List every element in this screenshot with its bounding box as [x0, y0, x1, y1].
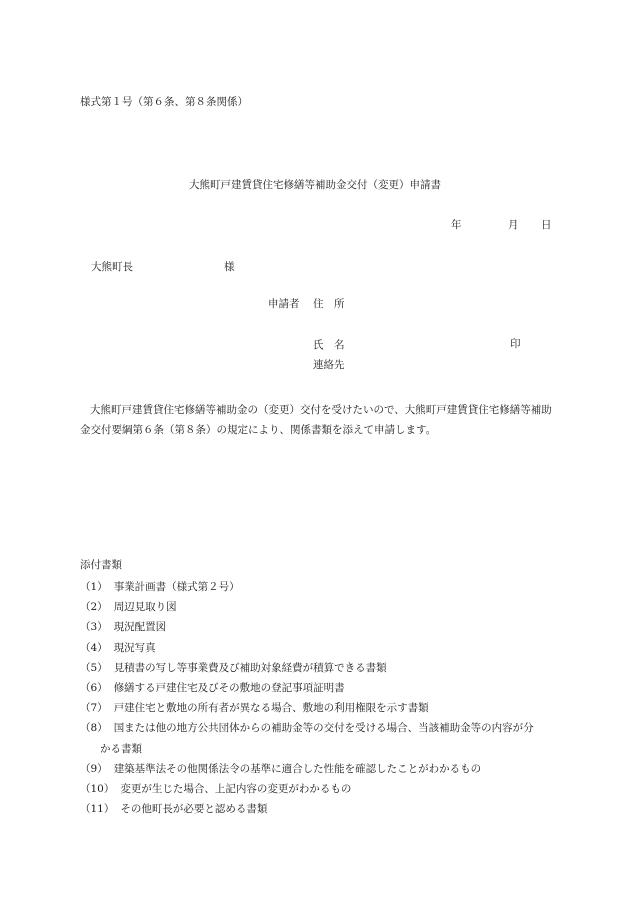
applicant-label: 申請者: [268, 298, 300, 310]
attachment-text: その他町長が必要と認める書類: [120, 803, 268, 816]
attachment-item: [80, 638, 560, 658]
attachment-item: [80, 799, 560, 819]
recipient-name: 大熊町長: [91, 261, 133, 273]
date-day-label: 日: [541, 219, 552, 231]
attachment-item: [80, 759, 560, 779]
attachment-number: （1）: [80, 581, 108, 593]
attachment-item: [80, 678, 560, 698]
attachment-number: （5）: [80, 661, 108, 674]
attachment-text: 事業計画書（様式第２号）: [113, 581, 240, 593]
attachment-number: （10）: [80, 783, 115, 796]
attachment-item: [80, 779, 560, 799]
attachment-number: （2）: [80, 601, 108, 614]
attachment-text: 変更が生じた場合、上記内容の変更がわかるもの: [120, 783, 352, 796]
date-year-label: 年: [451, 219, 462, 231]
attachments-list: [80, 577, 560, 819]
attachment-text: 国または他の地方公共団体からの補助金等の交付を受ける場合、当該補助金等の内容が分: [113, 722, 534, 735]
attachment-number: （7）: [80, 702, 108, 715]
attachment-item: [80, 577, 560, 597]
recipient-honorific: 様: [224, 261, 235, 273]
application-body-text: 大熊町戸建賃貸住宅修繕等補助金の（変更）交付を受けたいので、大熊町戸建賃貸住宅修繕等補助金交付要綱第６条（第８条）の規定により、関係書類を添えて申請します。: [80, 404, 552, 436]
date-month-label: 月: [508, 219, 519, 231]
contact-label: 連絡先: [313, 359, 345, 371]
attachment-text: 建築基準法その他関係法令の基準に適合した性能を確認したことがわかるもの: [113, 762, 482, 775]
attachment-item: [80, 617, 560, 637]
attachment-text: 戸建住宅と敷地の所有者が異なる場合、敷地の利用権限を示す書類: [113, 702, 429, 715]
attachment-text: 周辺見取り図: [113, 601, 177, 614]
attachment-item: [80, 698, 560, 718]
attachment-text: 見積書の写し等事業費及び補助対象経費が積算できる書類: [113, 661, 387, 674]
attachment-item-continuation: [80, 739, 560, 759]
seal-icon: 印: [510, 338, 521, 350]
attachment-text: 現況配置図: [113, 621, 167, 634]
name-label: 氏 名: [313, 339, 345, 351]
attachment-item: [80, 597, 560, 617]
address-label: 住 所: [313, 298, 345, 310]
attachment-number: （8）: [80, 722, 108, 735]
attachment-number: （9）: [80, 762, 108, 775]
attachment-item: [80, 658, 560, 678]
attachment-number: （6）: [80, 682, 108, 695]
attachment-item: [80, 718, 560, 738]
document-title: 大熊町戸建賃貸住宅修繕等補助金交付（変更）申請書: [189, 179, 441, 191]
attachment-number: （11）: [80, 803, 115, 816]
attachments-heading: 添付書類: [80, 559, 122, 571]
attachment-text: 修繕する戸建住宅及びその敷地の登記事項証明書: [113, 682, 345, 695]
attachment-text: 現況写真: [113, 641, 156, 654]
attachment-number: （4）: [80, 641, 108, 654]
form-number: 様式第１号（第６条、第８条関係）: [80, 96, 248, 108]
attachment-number: （3）: [80, 621, 108, 634]
attachment-text: かる書類: [100, 742, 142, 755]
